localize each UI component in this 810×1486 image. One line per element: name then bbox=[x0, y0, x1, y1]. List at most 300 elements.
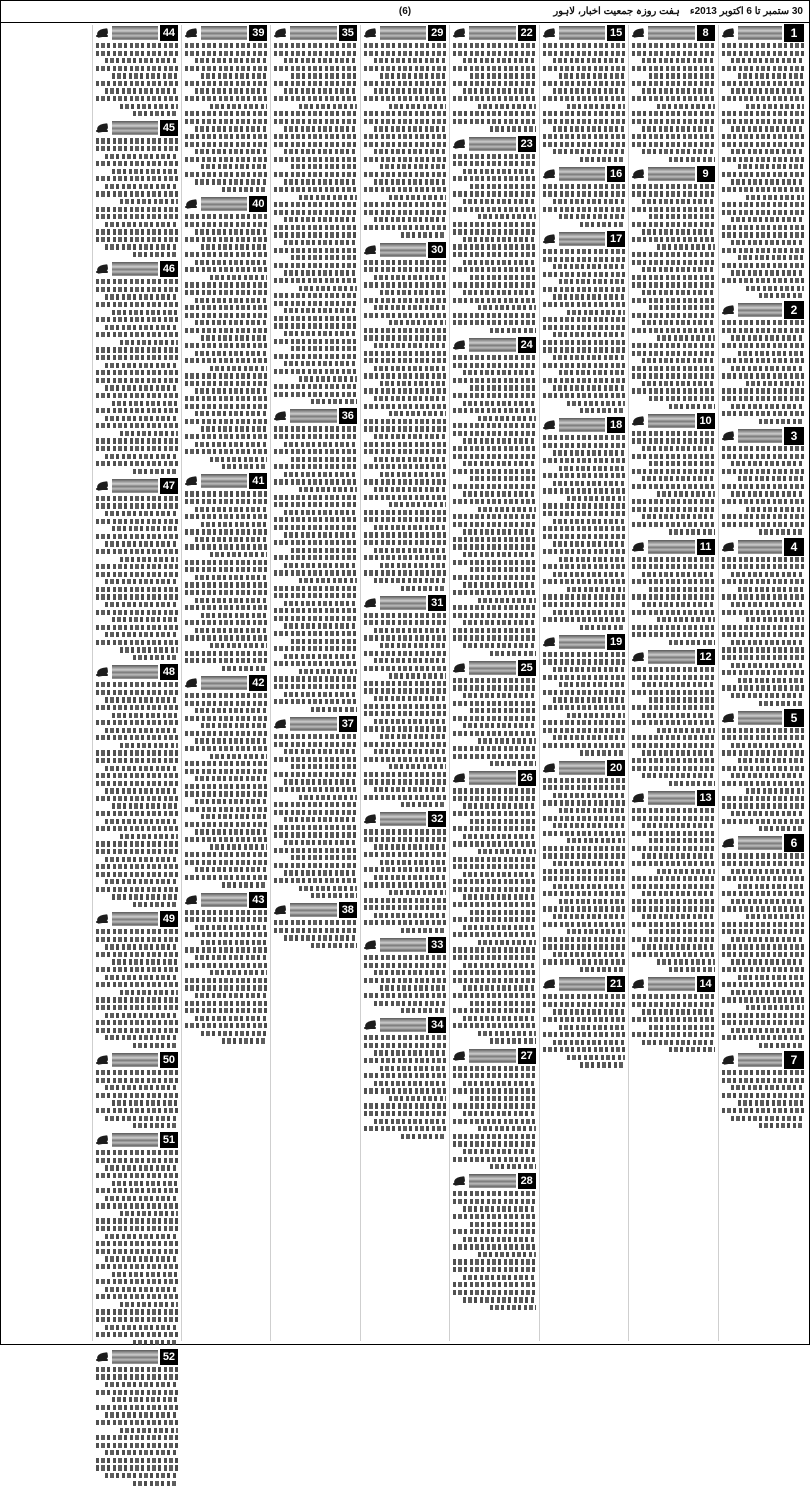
article-body bbox=[96, 279, 178, 474]
text-line bbox=[478, 1252, 536, 1257]
text-line bbox=[722, 202, 804, 207]
text-line bbox=[374, 875, 447, 880]
article-18[interactable] bbox=[543, 417, 625, 630]
text-line bbox=[364, 313, 446, 318]
article-body bbox=[453, 1191, 535, 1310]
leaf-ornament-icon bbox=[96, 263, 110, 275]
article-headline-text bbox=[469, 661, 515, 675]
text-line bbox=[96, 229, 178, 234]
article-body bbox=[632, 431, 714, 535]
article-20[interactable] bbox=[543, 760, 625, 973]
text-line bbox=[291, 548, 357, 553]
text-line bbox=[632, 222, 714, 227]
article-body bbox=[543, 249, 625, 413]
article-15[interactable] bbox=[543, 25, 625, 162]
text-line bbox=[722, 172, 804, 177]
text-line bbox=[632, 899, 714, 904]
text-line bbox=[364, 328, 446, 333]
text-line bbox=[374, 1050, 447, 1055]
text-line bbox=[632, 328, 714, 333]
text-line bbox=[632, 952, 714, 957]
article-headline-bar bbox=[96, 478, 178, 494]
article-headline-bar bbox=[632, 413, 714, 429]
text-line bbox=[185, 282, 267, 287]
text-line bbox=[722, 469, 804, 474]
page-number: (6) bbox=[398, 6, 412, 17]
article-36[interactable] bbox=[274, 408, 356, 712]
text-line bbox=[543, 800, 625, 805]
article-headline-text bbox=[201, 676, 247, 690]
article-number-badge: 8 bbox=[697, 25, 715, 41]
text-line bbox=[284, 654, 357, 659]
article-headline-bar bbox=[722, 539, 804, 555]
text-line bbox=[731, 270, 804, 275]
text-line bbox=[96, 937, 178, 942]
article-40[interactable] bbox=[185, 196, 267, 469]
text-line bbox=[96, 207, 178, 212]
text-line bbox=[453, 176, 535, 181]
text-line bbox=[632, 632, 714, 637]
article-2[interactable] bbox=[722, 302, 804, 424]
text-line bbox=[463, 169, 536, 174]
text-line bbox=[195, 867, 268, 872]
leaf-ornament-icon bbox=[185, 475, 199, 487]
text-line bbox=[120, 743, 178, 748]
article-45[interactable] bbox=[96, 120, 178, 257]
article-39[interactable] bbox=[185, 25, 267, 192]
text-line bbox=[453, 902, 535, 907]
text-line bbox=[722, 655, 804, 660]
text-line bbox=[374, 457, 447, 462]
text-line bbox=[543, 959, 625, 964]
text-line bbox=[463, 925, 536, 930]
article-49[interactable] bbox=[96, 911, 178, 1048]
text-line bbox=[364, 81, 446, 86]
article-5[interactable] bbox=[722, 710, 804, 832]
text-line bbox=[120, 199, 178, 204]
text-line bbox=[274, 202, 356, 207]
article-headline-text bbox=[112, 912, 158, 926]
article-headline-bar bbox=[722, 428, 804, 444]
text-line bbox=[96, 302, 178, 307]
text-line bbox=[722, 1108, 804, 1113]
text-line bbox=[96, 758, 178, 763]
text-line bbox=[96, 1093, 178, 1098]
article-19[interactable] bbox=[543, 634, 625, 756]
text-line bbox=[722, 81, 804, 86]
article-44[interactable] bbox=[96, 25, 178, 116]
text-line bbox=[463, 199, 536, 204]
text-line bbox=[364, 510, 446, 515]
text-line bbox=[746, 1005, 804, 1010]
text-line bbox=[632, 507, 714, 512]
article-headline-text bbox=[380, 243, 426, 257]
text-line bbox=[96, 43, 178, 48]
article-number-badge: 37 bbox=[339, 716, 357, 732]
article-48[interactable] bbox=[96, 664, 178, 907]
text-line bbox=[746, 286, 804, 291]
text-line bbox=[632, 675, 714, 680]
text-line bbox=[185, 222, 267, 227]
text-line bbox=[401, 802, 446, 807]
text-line bbox=[105, 154, 178, 159]
text-line bbox=[364, 772, 446, 777]
article-headline-bar bbox=[453, 770, 535, 786]
article-number-badge: 3 bbox=[784, 427, 804, 445]
text-line bbox=[133, 1340, 178, 1345]
article-51[interactable] bbox=[96, 1132, 178, 1345]
text-line bbox=[364, 119, 446, 124]
text-line bbox=[453, 252, 535, 257]
article-headline-text bbox=[738, 1053, 782, 1067]
text-line bbox=[453, 635, 535, 640]
text-line bbox=[311, 399, 356, 404]
text-line bbox=[453, 1141, 535, 1146]
leaf-ornament-icon bbox=[632, 651, 646, 663]
text-line bbox=[553, 88, 626, 93]
text-line bbox=[543, 43, 625, 48]
text-line bbox=[299, 104, 357, 109]
article-42[interactable] bbox=[185, 675, 267, 888]
text-line bbox=[185, 560, 267, 565]
text-line bbox=[210, 970, 268, 975]
masthead-title: ہفت روزہ جمعیت اخبار، لاہور bbox=[553, 6, 680, 17]
article-35[interactable] bbox=[274, 25, 356, 404]
text-line bbox=[96, 1150, 178, 1155]
text-line bbox=[478, 507, 536, 512]
text-line bbox=[722, 111, 804, 116]
text-line bbox=[559, 557, 625, 562]
text-line bbox=[105, 58, 178, 63]
text-line bbox=[580, 157, 625, 162]
article-21[interactable] bbox=[543, 976, 625, 1067]
text-line bbox=[453, 363, 535, 368]
article-29[interactable] bbox=[364, 25, 446, 238]
article-33[interactable] bbox=[364, 937, 446, 1013]
text-line bbox=[478, 104, 536, 109]
article-16[interactable] bbox=[543, 166, 625, 227]
article-7[interactable] bbox=[722, 1052, 804, 1128]
article-38[interactable] bbox=[274, 902, 356, 948]
text-line bbox=[374, 749, 447, 754]
text-line bbox=[96, 952, 178, 957]
text-line bbox=[185, 514, 267, 519]
article-headline-bar bbox=[96, 261, 178, 277]
text-line bbox=[543, 785, 625, 790]
text-line bbox=[105, 1116, 178, 1121]
text-line bbox=[553, 610, 626, 615]
leaf-ornament-icon bbox=[96, 480, 110, 492]
text-line bbox=[96, 146, 178, 151]
text-line bbox=[731, 1085, 804, 1090]
article-headline-text bbox=[559, 977, 605, 991]
text-line bbox=[185, 791, 267, 796]
article-24[interactable] bbox=[453, 337, 535, 656]
article-9[interactable] bbox=[632, 166, 714, 409]
text-line bbox=[543, 488, 625, 493]
text-line bbox=[580, 408, 625, 413]
leaf-ornament-icon bbox=[632, 415, 646, 427]
leaf-ornament-icon bbox=[543, 762, 557, 774]
article-31[interactable] bbox=[364, 595, 446, 808]
article-30[interactable] bbox=[364, 242, 446, 591]
text-line bbox=[649, 1025, 715, 1030]
text-line bbox=[364, 1058, 446, 1063]
text-line bbox=[553, 149, 626, 154]
text-line bbox=[364, 282, 446, 287]
text-line bbox=[453, 1199, 535, 1204]
leaf-ornament-icon bbox=[274, 410, 288, 422]
text-line bbox=[722, 906, 804, 911]
text-line bbox=[210, 754, 268, 759]
text-line bbox=[632, 758, 714, 763]
text-line bbox=[463, 1297, 536, 1302]
text-line bbox=[453, 685, 535, 690]
text-line bbox=[274, 339, 356, 344]
text-line bbox=[453, 431, 535, 436]
text-line bbox=[649, 305, 715, 310]
text-line bbox=[722, 796, 804, 801]
text-line bbox=[96, 446, 178, 451]
article-6[interactable] bbox=[722, 835, 804, 1048]
article-34[interactable] bbox=[364, 1017, 446, 1139]
text-line bbox=[543, 743, 625, 748]
text-line bbox=[657, 244, 715, 249]
text-line bbox=[374, 1119, 447, 1124]
text-line bbox=[195, 260, 268, 265]
text-line bbox=[364, 993, 446, 998]
text-line bbox=[274, 449, 356, 454]
text-line bbox=[722, 51, 804, 56]
text-line bbox=[364, 651, 446, 656]
text-line bbox=[669, 1047, 714, 1052]
text-line bbox=[722, 411, 804, 416]
text-line bbox=[274, 928, 356, 933]
text-line bbox=[731, 217, 804, 222]
text-line bbox=[374, 719, 447, 724]
text-line bbox=[380, 860, 446, 865]
text-line bbox=[722, 861, 804, 866]
article-43[interactable] bbox=[185, 892, 267, 1044]
text-line bbox=[453, 993, 535, 998]
article-10[interactable] bbox=[632, 413, 714, 535]
text-line bbox=[738, 678, 804, 683]
text-line bbox=[374, 844, 447, 849]
text-line bbox=[284, 749, 357, 754]
article-number-badge: 45 bbox=[160, 120, 178, 136]
text-line bbox=[105, 88, 178, 93]
text-line bbox=[731, 149, 804, 154]
article-46[interactable] bbox=[96, 261, 178, 474]
text-line bbox=[543, 659, 625, 664]
text-line bbox=[364, 757, 446, 762]
text-line bbox=[470, 819, 536, 824]
text-line bbox=[274, 646, 356, 651]
article-37[interactable] bbox=[274, 716, 356, 898]
article-headline-text bbox=[201, 26, 247, 40]
article-body bbox=[96, 43, 178, 116]
text-line bbox=[185, 529, 267, 534]
text-line bbox=[274, 920, 356, 925]
text-line bbox=[374, 658, 447, 663]
article-headline-text bbox=[648, 26, 694, 40]
text-line bbox=[453, 1088, 535, 1093]
article-4[interactable] bbox=[722, 539, 804, 706]
text-line bbox=[559, 466, 625, 471]
text-line bbox=[96, 370, 178, 375]
text-line bbox=[649, 587, 715, 592]
text-line bbox=[632, 191, 714, 196]
leaf-ornament-icon bbox=[632, 168, 646, 180]
text-line bbox=[632, 275, 714, 280]
text-line bbox=[105, 1450, 178, 1455]
text-line bbox=[96, 176, 178, 181]
text-line bbox=[543, 363, 625, 368]
text-line bbox=[105, 511, 178, 516]
text-line bbox=[389, 320, 447, 325]
article-headline-bar bbox=[453, 337, 535, 353]
text-line bbox=[274, 684, 356, 689]
article-number-badge: 30 bbox=[428, 242, 446, 258]
text-line bbox=[632, 610, 714, 615]
article-headline-bar bbox=[543, 634, 625, 650]
text-line bbox=[632, 134, 714, 139]
text-line bbox=[299, 795, 357, 800]
article-number-badge: 25 bbox=[518, 660, 536, 676]
text-line bbox=[185, 237, 267, 242]
article-13[interactable] bbox=[632, 790, 714, 972]
text-line bbox=[543, 134, 625, 139]
text-line bbox=[731, 126, 804, 131]
text-line bbox=[105, 294, 178, 299]
text-line bbox=[133, 1123, 178, 1128]
text-line bbox=[567, 838, 625, 843]
article-headline-bar bbox=[274, 902, 356, 918]
text-line bbox=[722, 967, 804, 972]
article-body bbox=[185, 214, 267, 469]
article-12[interactable] bbox=[632, 649, 714, 786]
text-line bbox=[559, 73, 625, 78]
text-line bbox=[105, 1085, 178, 1090]
text-line bbox=[543, 51, 625, 56]
text-line bbox=[96, 1203, 178, 1208]
text-line bbox=[453, 1066, 535, 1071]
article-1[interactable] bbox=[722, 25, 804, 298]
text-line bbox=[105, 1473, 178, 1478]
article-11[interactable] bbox=[632, 539, 714, 646]
article-headline-text bbox=[559, 635, 605, 649]
article-32[interactable] bbox=[364, 811, 446, 933]
article-27[interactable] bbox=[453, 1048, 535, 1170]
text-line bbox=[453, 537, 535, 542]
article-headline-bar bbox=[722, 1052, 804, 1068]
text-line bbox=[453, 499, 535, 504]
text-line bbox=[105, 1382, 178, 1387]
text-line bbox=[274, 772, 356, 777]
text-line bbox=[453, 879, 535, 884]
text-line bbox=[722, 278, 804, 283]
text-line bbox=[364, 111, 446, 116]
text-line bbox=[731, 811, 804, 816]
text-line bbox=[195, 126, 268, 131]
leaf-ornament-icon bbox=[543, 419, 557, 431]
text-line bbox=[112, 713, 178, 718]
article-47[interactable] bbox=[96, 478, 178, 660]
text-line bbox=[470, 476, 536, 481]
text-line bbox=[274, 119, 356, 124]
text-line bbox=[567, 713, 625, 718]
text-line bbox=[185, 746, 267, 751]
text-line bbox=[105, 1412, 178, 1417]
text-line bbox=[96, 279, 178, 284]
article-25[interactable] bbox=[453, 660, 535, 767]
text-line bbox=[112, 1272, 178, 1277]
text-line bbox=[374, 578, 447, 583]
text-line bbox=[185, 419, 267, 424]
article-headline-bar bbox=[722, 302, 804, 318]
text-line bbox=[96, 929, 178, 934]
article-headline-text bbox=[648, 167, 694, 181]
article-26[interactable] bbox=[453, 770, 535, 1043]
article-17[interactable] bbox=[543, 231, 625, 413]
text-line bbox=[463, 1081, 536, 1086]
text-line bbox=[274, 832, 356, 837]
text-line bbox=[543, 119, 625, 124]
text-line bbox=[364, 373, 446, 378]
text-line bbox=[105, 1287, 178, 1292]
article-headline-text bbox=[112, 479, 158, 493]
text-line bbox=[553, 861, 626, 866]
text-line bbox=[274, 570, 356, 575]
text-line bbox=[364, 795, 446, 800]
text-line bbox=[580, 625, 625, 630]
article-body bbox=[364, 955, 446, 1013]
text-line bbox=[731, 602, 804, 607]
text-line bbox=[185, 214, 267, 219]
text-line bbox=[543, 617, 625, 622]
text-line bbox=[632, 876, 714, 881]
article-23[interactable] bbox=[453, 136, 535, 333]
article-number-badge: 31 bbox=[428, 595, 446, 611]
text-line bbox=[632, 579, 714, 584]
text-line bbox=[543, 393, 625, 398]
article-8[interactable] bbox=[632, 25, 714, 162]
article-number-badge: 22 bbox=[518, 25, 536, 41]
text-line bbox=[632, 207, 714, 212]
text-line bbox=[364, 479, 446, 484]
text-line bbox=[463, 620, 536, 625]
text-line bbox=[553, 126, 626, 131]
text-line bbox=[453, 229, 535, 234]
article-28[interactable] bbox=[453, 1173, 535, 1310]
article-14[interactable] bbox=[632, 976, 714, 1052]
text-line bbox=[195, 179, 268, 184]
article-22[interactable] bbox=[453, 25, 535, 132]
text-line bbox=[96, 1317, 178, 1322]
text-line bbox=[96, 1070, 178, 1075]
article-50[interactable] bbox=[96, 1052, 178, 1128]
text-line bbox=[364, 898, 446, 903]
text-line bbox=[284, 817, 357, 822]
text-line bbox=[632, 119, 714, 124]
article-headline-bar bbox=[185, 25, 267, 41]
article-52[interactable] bbox=[96, 1349, 178, 1486]
text-line bbox=[185, 605, 267, 610]
article-3[interactable] bbox=[722, 428, 804, 535]
article-body bbox=[274, 43, 356, 404]
article-41[interactable] bbox=[185, 473, 267, 670]
text-line bbox=[284, 472, 357, 477]
